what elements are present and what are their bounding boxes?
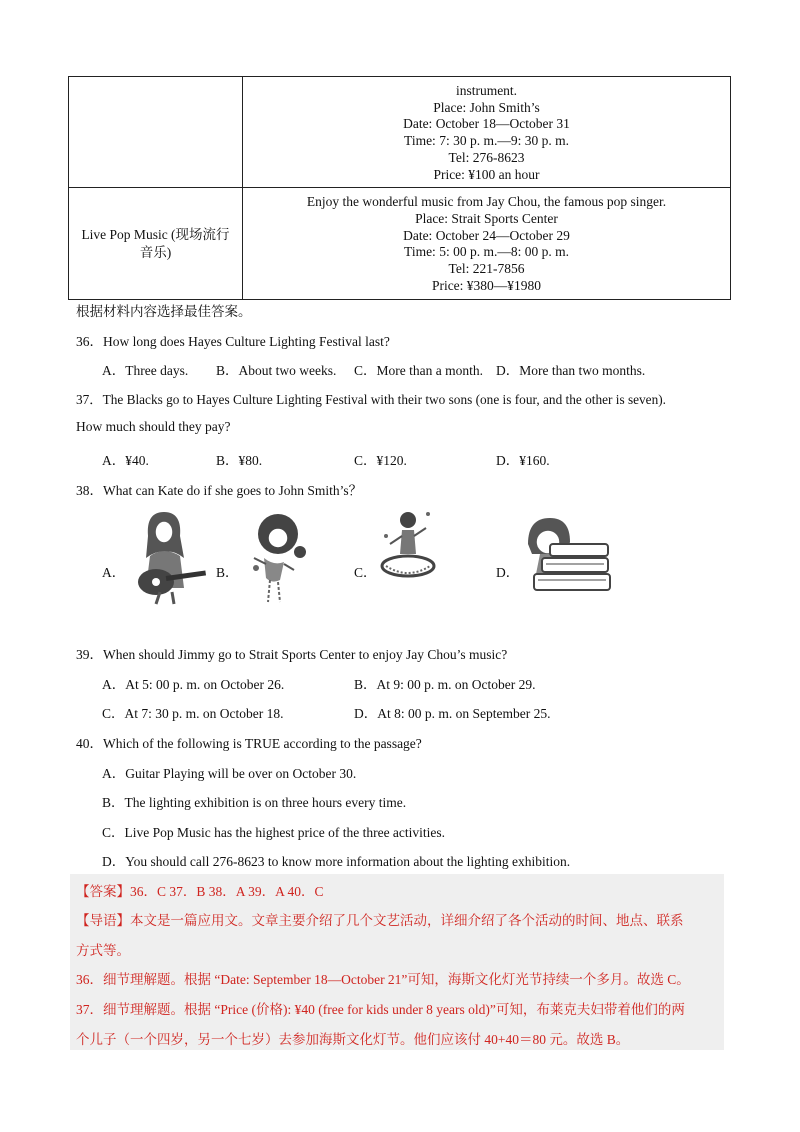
- question-37-stem: 37．The Blacks go to Hayes Culture Lighting Festival with their two sons (one is four, and the other is seven).: [76, 392, 666, 407]
- detail-line: Date: October 24—October 29: [403, 227, 570, 243]
- q36-option-d[interactable]: D．More than two months.: [496, 363, 646, 378]
- question-38-stem: 38．What can Kate do if she goes to John Smith’s？: [76, 483, 363, 498]
- q36-option-b[interactable]: B．About two weeks.: [216, 363, 337, 378]
- table-row: [69, 77, 731, 188]
- q37-option-b[interactable]: B．¥80.: [216, 453, 263, 468]
- detail-line: Enjoy the wonderful music from Jay Chou, the famous pop singer.: [306, 194, 667, 210]
- guide-text-cont: 方式等。: [76, 943, 130, 958]
- explanation-37: 37．细节理解题。根据 “Price (价格): ¥40 (free for kids under 8 years old)”可知，布莱克夫妇带着他们的两: [76, 1002, 685, 1017]
- detail-line: Price: ¥380—¥1980: [431, 277, 542, 293]
- q39-option-c[interactable]: C．At 7: 30 p. m. on October 18.: [102, 706, 284, 721]
- singer-figure-icon: [378, 506, 438, 586]
- activity-name-cell: [69, 188, 243, 300]
- q37-option-a[interactable]: A．¥40.: [102, 453, 149, 468]
- question-36-stem: 36．How long does Hayes Culture Lighting Festival last?: [76, 334, 390, 349]
- activity-name-line: Live Pop Music (现场流行: [81, 226, 230, 242]
- q40-option-a[interactable]: A．Guitar Playing will be over on October 30.: [102, 766, 357, 781]
- question-37-stem-cont: How much should they pay?: [76, 419, 231, 434]
- detail-line: Time: 7: 30 p. m.—9: 30 p. m.: [404, 133, 569, 149]
- q38-option-c[interactable]: C．: [354, 565, 377, 580]
- activity-detail-cell: [243, 77, 731, 188]
- detail-line: Date: October 18—October 31: [403, 116, 570, 132]
- q39-option-a[interactable]: A．At 5: 00 p. m. on October 26.: [102, 677, 285, 692]
- q36-option-a[interactable]: A．Three days.: [102, 363, 189, 378]
- q40-option-c[interactable]: C．Live Pop Music has the highest price of the three activities.: [102, 825, 446, 840]
- explanation-37-cont: 个儿子（一个四岁，另一个七岁）去参加海斯文化灯节。他们应该付 40+40＝80 元。故选 B。: [76, 1032, 630, 1047]
- detail-line: Tel: 276-8623: [448, 149, 525, 165]
- question-40-stem: 40．Which of the following is TRUE according to the passage?: [76, 736, 422, 751]
- reading-with-books-icon: [520, 514, 616, 598]
- detail-line: Price: ¥100 an hour: [433, 166, 540, 182]
- activity-name-line: 音乐): [139, 244, 172, 260]
- q39-option-b[interactable]: B．At 9: 00 p. m. on October 29.: [354, 677, 536, 692]
- activity-table: [68, 76, 731, 300]
- detail-line: Place: Strait Sports Center: [415, 210, 558, 226]
- detail-line: instrument.: [455, 83, 518, 98]
- q37-option-d[interactable]: D．¥160.: [496, 453, 550, 468]
- detail-line: Place: John Smith’s: [433, 99, 540, 115]
- instruction-text: 根据材料内容选择最佳答案。: [76, 304, 252, 319]
- q36-option-c[interactable]: C．More than a month.: [354, 363, 483, 378]
- q37-option-c[interactable]: C．¥120.: [354, 453, 407, 468]
- activity-detail-cell: [243, 188, 731, 300]
- explanation-36: 36．细节理解题。根据 “Date: September 18—October 21”可知，海斯文化灯光节持续一个多月。故选 C。: [76, 972, 690, 987]
- guide-text: 【导语】本文是一篇应用文。文章主要介绍了几个文艺活动，详细介绍了各个活动的时间、地点、联系: [76, 913, 684, 928]
- dancing-figure-icon: [234, 506, 314, 606]
- detail-line: Time: 5: 00 p. m.—8: 00 p. m.: [404, 244, 569, 260]
- q40-option-d[interactable]: D．You should call 276-8623 to know more information about the lighting exhibition.: [102, 854, 571, 869]
- q39-option-d[interactable]: D．At 8: 00 p. m. on September 25.: [354, 706, 551, 721]
- detail-line: Tel: 221-7856: [448, 261, 525, 277]
- activity-name-cell: [69, 77, 243, 188]
- q38-option-b[interactable]: B．: [216, 565, 239, 580]
- guitar-girl-icon: [126, 506, 210, 606]
- table-row: [69, 188, 731, 300]
- answer-section: [70, 874, 724, 1050]
- answer-key: 【答案】36．C 37．B 38．A 39．A 40．C: [76, 884, 324, 899]
- q40-option-b[interactable]: B．The lighting exhibition is on three hours every time.: [102, 795, 407, 810]
- question-39-stem: 39．When should Jimmy go to Strait Sports Center to enjoy Jay Chou’s music?: [76, 647, 508, 662]
- q38-option-d[interactable]: D．: [496, 565, 520, 580]
- q38-option-a[interactable]: A．: [102, 565, 126, 580]
